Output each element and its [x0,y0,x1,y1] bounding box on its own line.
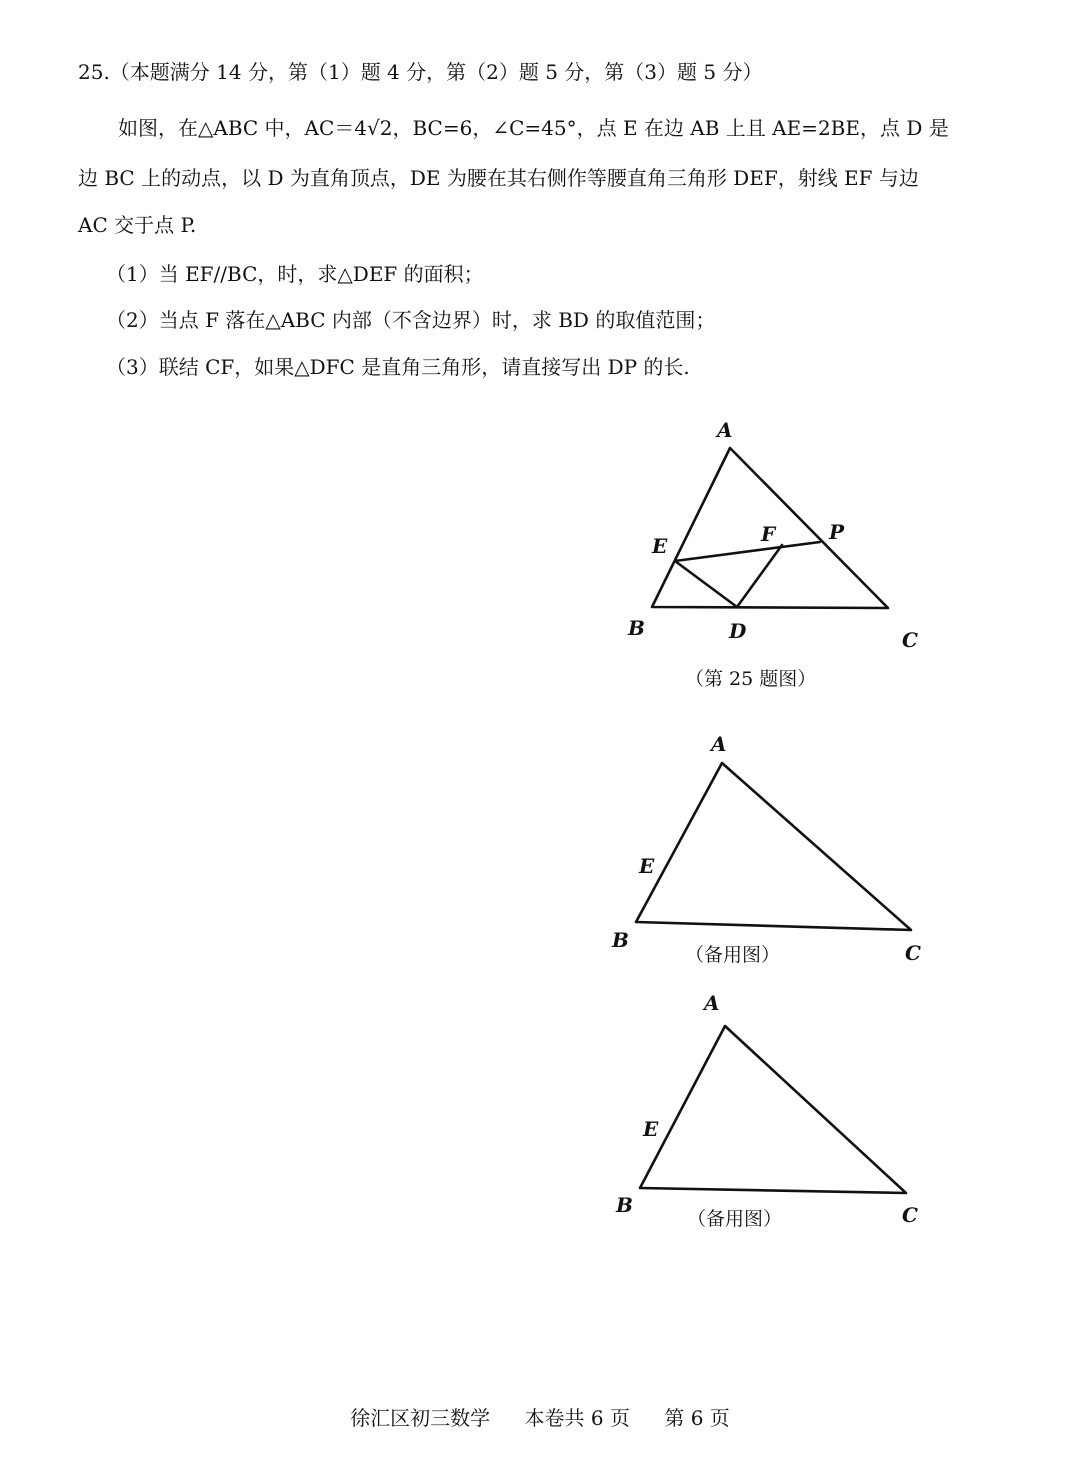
problem-header: 25.（本题满分 14 分，第（1）题 4 分，第（2）题 5 分，第（3）题 5 分） [78,60,763,84]
triangle-abc-spare-1 [636,763,911,930]
label-c: C [902,628,918,652]
figure-spare-1 [611,732,921,966]
question-3: （3）联结 CF，如果△DFC 是直角三角形，请直接写出 DP 的长. [106,355,690,379]
label-c: C [905,941,921,965]
figure-spare-2 [615,991,918,1230]
problem-intro-line1: 如图，在△ABC 中，AC＝4√2，BC=6，∠C=45°，点 E 在边 AB 上且 AE=2BE，点 D 是 [118,116,949,140]
figure-spare-1-caption: （备用图） [685,944,781,966]
figure-main-caption: （第 25 题图） [685,668,817,690]
problem-intro-line3: AC 交于点 P. [78,213,197,237]
question-2: （2）当点 F 落在△ABC 内部（不含边界）时，求 BD 的取值范围； [106,308,716,332]
label-e: E [639,854,655,878]
label-b: B [612,928,629,952]
label-c: C [902,1203,918,1227]
footer-page-number: 第 6 页 [664,1406,730,1430]
triangle-abc-spare-2 [640,1026,906,1193]
segment-df [737,545,782,607]
label-p: P [829,520,845,544]
page-footer [0,1402,1080,1431]
figure-main [627,418,918,690]
label-b: B [616,1193,633,1217]
segment-ep [675,542,820,561]
label-b: B [628,616,645,640]
label-a: A [704,991,720,1015]
label-e: E [643,1117,659,1141]
label-d: D [729,619,747,643]
footer-total-pages: 本卷共 6 页 [524,1406,630,1430]
figure-spare-2-caption: （备用图） [687,1208,783,1230]
label-a: A [717,418,733,442]
label-f: F [761,522,776,546]
label-a: A [711,732,727,756]
segment-ed [675,561,737,607]
problem-intro-line2: 边 BC 上的动点，以 D 为直角顶点，DE 为腰在其右侧作等腰直角三角形 DEF，射线 EF 与边 [78,166,919,190]
footer-district: 徐汇区初三数学 [350,1406,491,1430]
question-1: （1）当 EF//BC，时，求△DEF 的面积； [106,262,484,286]
label-e: E [652,534,668,558]
